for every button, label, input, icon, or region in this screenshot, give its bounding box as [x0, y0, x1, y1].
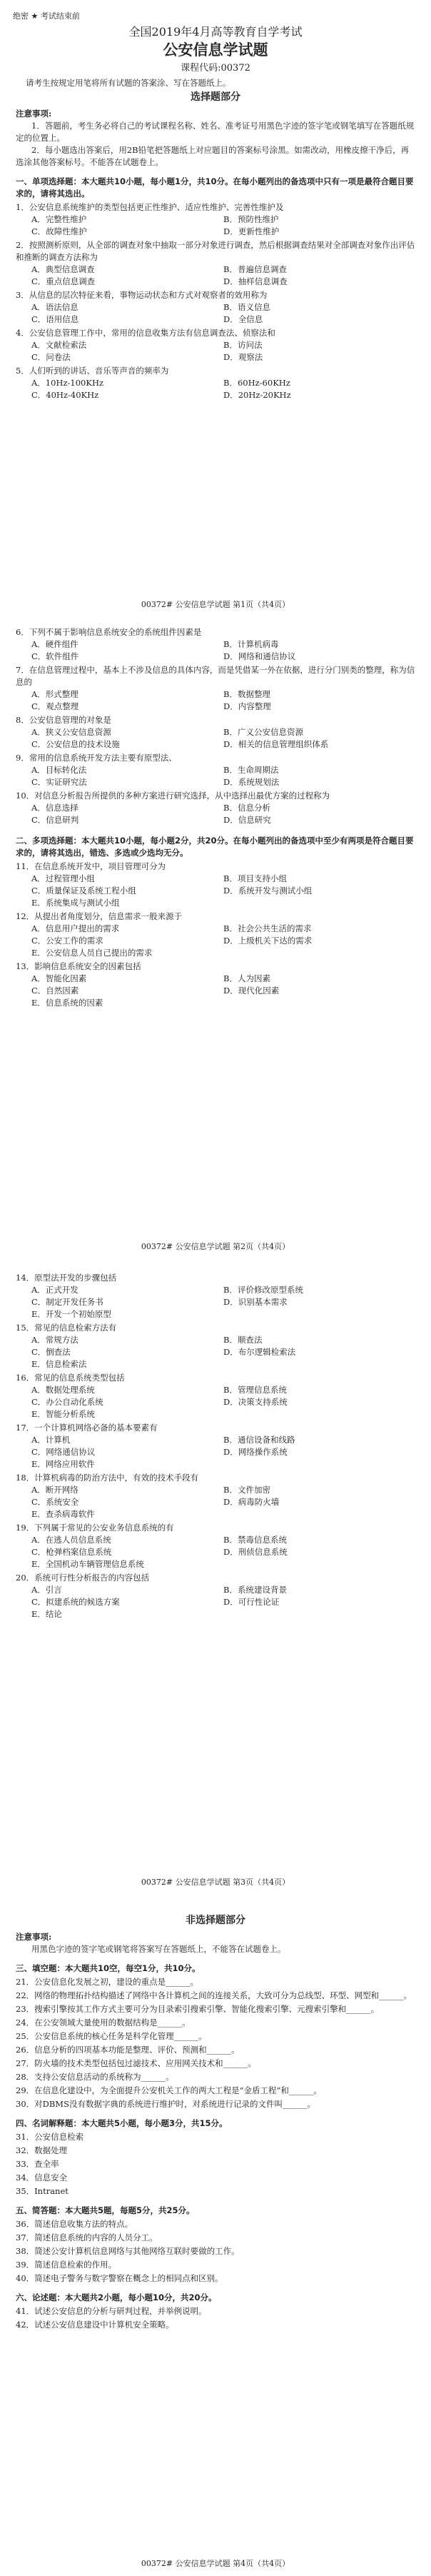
- option-d: D．网络操作系统: [223, 1447, 288, 1457]
- options: [16, 973, 415, 1009]
- page-3: [0, 1261, 431, 1903]
- question-12: [16, 911, 415, 959]
- question-14: [16, 1272, 415, 1320]
- short-question: 36．简述信息收集方法的特点。: [16, 2219, 133, 2229]
- option-a: A．正式开发: [31, 1285, 78, 1295]
- secret-label: 绝密 ★ 考试结束前: [13, 11, 80, 21]
- option-a: A．信息用户提出的需求: [31, 923, 120, 933]
- option-a: A．狭义公安信息资源: [31, 727, 111, 737]
- option-d: D．全信息: [223, 314, 263, 324]
- option-b: B．广义公安信息资源: [223, 727, 303, 737]
- option-a: A．语法信息: [31, 302, 78, 312]
- option-c: C．40Hz-40KHz: [31, 390, 99, 400]
- option-c: C．枪弹档案信息系统: [31, 1547, 112, 1557]
- option-b: B．访问法: [223, 340, 263, 350]
- question-stem: 1．公安信息系统维护的类型包括更正性维护、适应性维护、完善性维护及: [16, 202, 284, 212]
- options: [16, 339, 415, 364]
- question-stem: 19．下列属于常见的公安业务信息系统的有: [16, 1523, 174, 1533]
- question-stem: 2．按照测析原则，从全部的调查对象中抽取一部分对象进行调查，然后根据调查结果对全部调查对象作出评估和推断的调查方法称为: [16, 240, 415, 262]
- option-b: B．文件加密: [223, 1485, 270, 1495]
- options: [16, 726, 415, 751]
- option-e: E．查杀病毒软件: [31, 1509, 95, 1519]
- option-b: B．预防性维护: [223, 214, 279, 224]
- option-d: D．20Hz-20KHz: [223, 390, 291, 400]
- option-b: B．系统建设背景: [223, 1585, 287, 1595]
- option-c: C．软件组件: [31, 651, 79, 661]
- options: [16, 764, 415, 788]
- option-d: D．系统开发与测试小组: [223, 886, 313, 896]
- option-b: B．语义信息: [223, 302, 270, 312]
- option-a: A．智能化因素: [31, 973, 87, 983]
- page3-content: [16, 1271, 415, 1620]
- option-d: D．网络和通信协议: [223, 651, 296, 661]
- note-2: 2．每小题选出答案后，用2B铅笔把答题纸上对应题目的答案标号涂黑。如需改动，用橡皮擦干净后，再选涂其他答案标号。不能答在试题卷上。: [16, 145, 410, 167]
- question-7: [16, 664, 415, 713]
- question-stem: 18．计算机病毒的防治方法中，有效的技术手段有: [16, 1473, 199, 1483]
- question-stem: 12．从提出者角度划分，信息需求一般来源于: [16, 911, 183, 921]
- option-b: B．通信设备和线路: [223, 1435, 295, 1445]
- term-question: 33．查全率: [16, 2159, 59, 2169]
- exam-title: 全国2019年4月高等教育自学考试: [128, 25, 303, 39]
- option-b: B．禁毒信息系统: [223, 1535, 287, 1545]
- option-a: A．典型信息调查: [31, 264, 95, 274]
- option-d: D．更新性维护: [223, 226, 280, 236]
- question-10: [16, 790, 415, 826]
- option-d: D．布尔逻辑检索法: [223, 1347, 296, 1357]
- part1-title: 选择题部分: [191, 91, 240, 103]
- options: [16, 301, 415, 326]
- option-d: D．内容整理: [223, 701, 271, 711]
- question-stem: 16．常见的信息系统类型包括: [16, 1373, 125, 1383]
- section3-title: 三、填空题：本大题共10空，每空1分，共10分。: [16, 1963, 201, 1973]
- question-stem: 4．公安信息管理工作中，常用的信息收集方法有信息调查法、侦察法和: [16, 328, 275, 338]
- options: [16, 264, 415, 288]
- fill-question: 27．防火墙的技术类型包括包过滤技术、应用网关技术和______。: [16, 2058, 256, 2068]
- fill-question: 22．网络的物理拓扑结构描述了网络中各计算机之间的连接关系，大致可分为总线型、环型、网型和______。: [16, 1990, 412, 2000]
- fill-question: 30．对DBMS没有数据字典的系统进行维护时，对系统进行记录的文件叫______。: [16, 2099, 315, 2109]
- option-c: C．办公自动化系统: [31, 1397, 103, 1407]
- short-question: 39．简述信息检索的作用。: [16, 2260, 117, 2270]
- option-a: A．在逃人员信息系统: [31, 1535, 111, 1545]
- options: [16, 1484, 415, 1520]
- question-stem: 14．原型法开发的步骤包括: [16, 1273, 117, 1283]
- fill-question: 23．搜索引擎按其工作方式主要可分为目录索引搜索引擎、智能化搜索引擎、元搜索引擎和______。: [16, 2004, 380, 2014]
- option-e: E．公安信息人员自己提出的需求: [31, 948, 153, 958]
- option-b: B．管理信息系统: [223, 1385, 287, 1395]
- fill-question: 26．信息分析的四项基本功能是整理、评价、预测和______。: [16, 2045, 240, 2055]
- option-d: D．系统规划法: [223, 777, 280, 787]
- instruction: 请考生按规定用笔将所有试题的答案涂、写在答题纸上。: [26, 78, 231, 88]
- option-d: D．决策支持系统: [223, 1397, 288, 1407]
- section5-title: 五、简答题：本大题共5题，每题5分，共25分。: [16, 2205, 195, 2215]
- option-e: E．信息系统的因素: [31, 998, 103, 1008]
- option-e: E．系统集成与测试小组: [31, 898, 120, 908]
- option-b: B．数据整理: [223, 689, 270, 699]
- option-d: D．相关的信息管理组织体系: [223, 739, 329, 749]
- question-stem: 5．人们听到的讲话、音乐等声音的频率为: [16, 366, 169, 376]
- option-e: E．开发一个初始原型: [31, 1309, 111, 1319]
- question-17: [16, 1422, 415, 1470]
- option-c: C．故障性维护: [31, 226, 87, 236]
- option-a: A．完整性维护: [31, 214, 87, 224]
- fill-question: 29．在信息化建设中，为全面提升公安机关工作的两大工程是“金盾工程”和______。: [16, 2085, 322, 2095]
- option-b: B．信息分析: [223, 803, 270, 813]
- options: [16, 1534, 415, 1570]
- option-c: C．制定开发任务书: [31, 1297, 103, 1307]
- page-1: [0, 0, 431, 618]
- options: [16, 214, 415, 238]
- question-11: [16, 861, 415, 909]
- fill-question: 21．公安信息化发展之初，建设的重点是______。: [16, 1977, 199, 1987]
- page-footer: 00372# 公安信息学试题 第3页（共4页）: [141, 1878, 290, 1887]
- question-16: [16, 1372, 415, 1420]
- option-a: A．10Hz-100KHz: [31, 378, 104, 388]
- short-question: 40．简述电子警务与数字警察在概念上的相同点和区别。: [16, 2273, 223, 2283]
- question-stem: 9．常用的信息系统开发方法主要有原型法、: [16, 753, 177, 763]
- subject-title: 公安信息学试题: [163, 41, 268, 59]
- option-d: D．病毒防火墙: [223, 1497, 280, 1507]
- question-stem: 20．系统可行性分析报告的内容包括: [16, 1573, 150, 1583]
- essay-question: 42．试述公安信息建设中计算机安全策略。: [16, 2320, 174, 2330]
- option-a: A．断开网络: [31, 1485, 78, 1495]
- option-a: A．计算机: [31, 1435, 71, 1445]
- option-a: A．常规方法: [31, 1335, 78, 1345]
- option-c: C．系统安全: [31, 1497, 79, 1507]
- question-stem: 11．在信息系统开发中，项目管理可分为: [16, 861, 166, 871]
- fill-question: 24．在公安领域大量使用的数据结构是______。: [16, 2018, 191, 2028]
- option-a: A．文献检索法: [31, 340, 87, 350]
- question-5: [16, 365, 415, 401]
- option-d: D．识别基本需求: [223, 1297, 288, 1307]
- option-d: D．可行性论证: [223, 1597, 280, 1607]
- option-d: D．刑侦信息系统: [223, 1547, 288, 1557]
- question-stem: 17．一个计算机网络必备的基本要素有: [16, 1423, 158, 1433]
- question-stem: 3．从信息的层次特征来看，事物运动状态和方式对观察者的效用称为: [16, 290, 268, 300]
- page2-content: [16, 625, 415, 1009]
- option-c: C．倒查法: [31, 1347, 71, 1357]
- options: [16, 1284, 415, 1320]
- question-9: [16, 752, 415, 788]
- question-stem: 6．下列不属于影响信息系统安全的系统组件因素是: [16, 627, 202, 637]
- question-6: [16, 626, 415, 663]
- section2-title: 二、多项选择题：本大题共10小题，每小题2分，共20分。在每小题列出的备选项中至少有两项是符合题目要求的，请将其选出，错选、多选或少选均无分。: [16, 836, 414, 858]
- options: [16, 688, 415, 713]
- options: [16, 377, 415, 401]
- option-c: C．质量保证及系统工程小组: [31, 886, 136, 896]
- question-stem: 10．对信息分析报告所提供的多种方案进行研究选择，从中选择出最优方案的过程称为: [16, 791, 330, 801]
- option-e: E．结论: [31, 1609, 62, 1619]
- option-a: A．引言: [31, 1585, 62, 1595]
- option-c: C．公安工作的需求: [31, 936, 103, 946]
- question-3: [16, 289, 415, 326]
- option-a: A．数据处理系统: [31, 1385, 95, 1395]
- options: [16, 638, 415, 663]
- option-c: C．问卷法: [31, 352, 71, 362]
- option-b: B．人为因素: [223, 973, 270, 983]
- option-d: D．现代化因素: [223, 986, 280, 996]
- fill-question: 25．公安信息系统的核心任务是科学化管理______。: [16, 2031, 207, 2041]
- option-c: C．网络通信协议: [31, 1447, 96, 1457]
- option-b: B．评价修改原型系统: [223, 1285, 303, 1295]
- option-a: A．过程管理小组: [31, 873, 95, 883]
- question-stem: 8．公安信息管理的对象是: [16, 715, 111, 725]
- question-2: [16, 239, 415, 288]
- page-footer: 00372# 公安信息学试题 第1页（共4页）: [141, 600, 290, 609]
- question-stem: 13．影响信息系统安全的因素包括: [16, 961, 141, 971]
- essay-question: 41．试述公安信息的分析与研判过程，并举例说明。: [16, 2306, 207, 2316]
- options: [16, 1334, 415, 1370]
- options: [16, 1584, 415, 1620]
- option-d: D．上级机关下达的需求: [223, 936, 313, 946]
- option-c: C．拟建系统的候选方案: [31, 1597, 120, 1607]
- term-question: 32．数据处理: [16, 2145, 68, 2155]
- option-d: D．抽样信息调查: [223, 276, 288, 286]
- fill-question: 28．支持公安信息活动的系统称为______。: [16, 2072, 174, 2082]
- question-4: [16, 327, 415, 364]
- question-20: [16, 1572, 415, 1620]
- notes-title: 注意事项:: [16, 1932, 52, 1942]
- short-question: 37．简述信息系统的内容的人员分工。: [16, 2232, 158, 2242]
- question-stem: 7．在信息管理过程中，基本上不涉及信息的具体内容，而是凭借某一外在依据，进行分门别类的整理，称为信息的: [16, 665, 415, 687]
- question-19: [16, 1522, 415, 1570]
- course-code: 课程代码:00372: [181, 63, 250, 74]
- option-c: C．公安信息的技术设施: [31, 739, 120, 749]
- part1-content: [16, 91, 415, 401]
- option-b: B．顺查法: [223, 1335, 263, 1345]
- page-footer: 00372# 公安信息学试题 第4页（共4页）: [141, 2559, 290, 2568]
- option-b: B．社会公共生活的需求: [223, 923, 312, 933]
- question-13: [16, 961, 415, 1009]
- option-a: A．目标转化法: [31, 765, 87, 775]
- option-e: E．网络应用软件: [31, 1459, 95, 1469]
- options: [16, 923, 415, 959]
- option-c: C．语用信息: [31, 314, 79, 324]
- term-question: 35．Intranet: [16, 2186, 69, 2196]
- question-8: [16, 714, 415, 751]
- page-footer: 00372# 公安信息学试题 第2页（共4页）: [141, 1242, 290, 1251]
- question-stem: 15．常见的信息检索方法有: [16, 1323, 117, 1333]
- page-4: [0, 1903, 431, 2576]
- term-question: 31．公安信息检索: [16, 2132, 84, 2142]
- option-b: B．普遍信息调查: [223, 264, 287, 274]
- note: 用黑色字迹的签字笔或钢笔将答案写在答题纸上，不能答在试题卷上。: [31, 1944, 286, 1954]
- option-b: B．计算机病毒: [223, 639, 279, 649]
- option-d: D．信息研究: [223, 815, 271, 825]
- part2-content: [16, 1915, 415, 2331]
- options: [16, 1384, 415, 1420]
- option-c: C．信息研判: [31, 815, 79, 825]
- option-a: A．形式整理: [31, 689, 78, 699]
- option-e: E．全国机动车辆管理信息系统: [31, 1559, 144, 1569]
- option-c: C．观点整理: [31, 701, 79, 711]
- options: [16, 1434, 415, 1470]
- option-a: A．信息选择: [31, 803, 78, 813]
- option-e: E．信息检索法: [31, 1359, 87, 1369]
- option-c: C．实证研究法: [31, 777, 87, 787]
- option-b: B．项目支持小组: [223, 873, 287, 883]
- section1-title: 一、单项选择题：本大题共10小题，每小题1分，共10分。在每小题列出的备选项中只有一项是最符合题目要求的，请将其选出。: [16, 176, 414, 199]
- question-15: [16, 1322, 415, 1370]
- part2-title: 非选择题部分: [186, 1915, 245, 1926]
- question-18: [16, 1472, 415, 1520]
- section4-title: 四、名词解释题：本大题共5小题，每小题3分，共15分。: [16, 2118, 228, 2128]
- options: [16, 802, 415, 826]
- options: [16, 873, 415, 909]
- short-question: 38．简述公安计算机信息网络与其他网络互联时要做的工作。: [16, 2246, 240, 2256]
- notes-title: 注意事项:: [16, 109, 52, 119]
- option-d: D．观察法: [223, 352, 263, 362]
- option-b: B．生命周期法: [223, 765, 279, 775]
- question-1: [16, 201, 415, 238]
- option-e: E．智能分析系统: [31, 1409, 95, 1419]
- option-a: A．硬件组件: [31, 639, 78, 649]
- page-2: [0, 618, 431, 1261]
- section6-title: 六、论述题：本大题共2小题，每小题10分，共20分。: [16, 2292, 217, 2302]
- note-1: 1．答题前，考生务必将自己的考试课程名称、姓名、准考证号用黑色字迹的签字笔或钢笔填写在答题纸规定的位置上。: [16, 121, 415, 143]
- option-c: C．重点信息调查: [31, 276, 96, 286]
- option-b: B．60Hz-60KHz: [223, 378, 290, 388]
- term-question: 34．信息安全: [16, 2172, 68, 2182]
- option-c: C．自然因素: [31, 986, 79, 996]
